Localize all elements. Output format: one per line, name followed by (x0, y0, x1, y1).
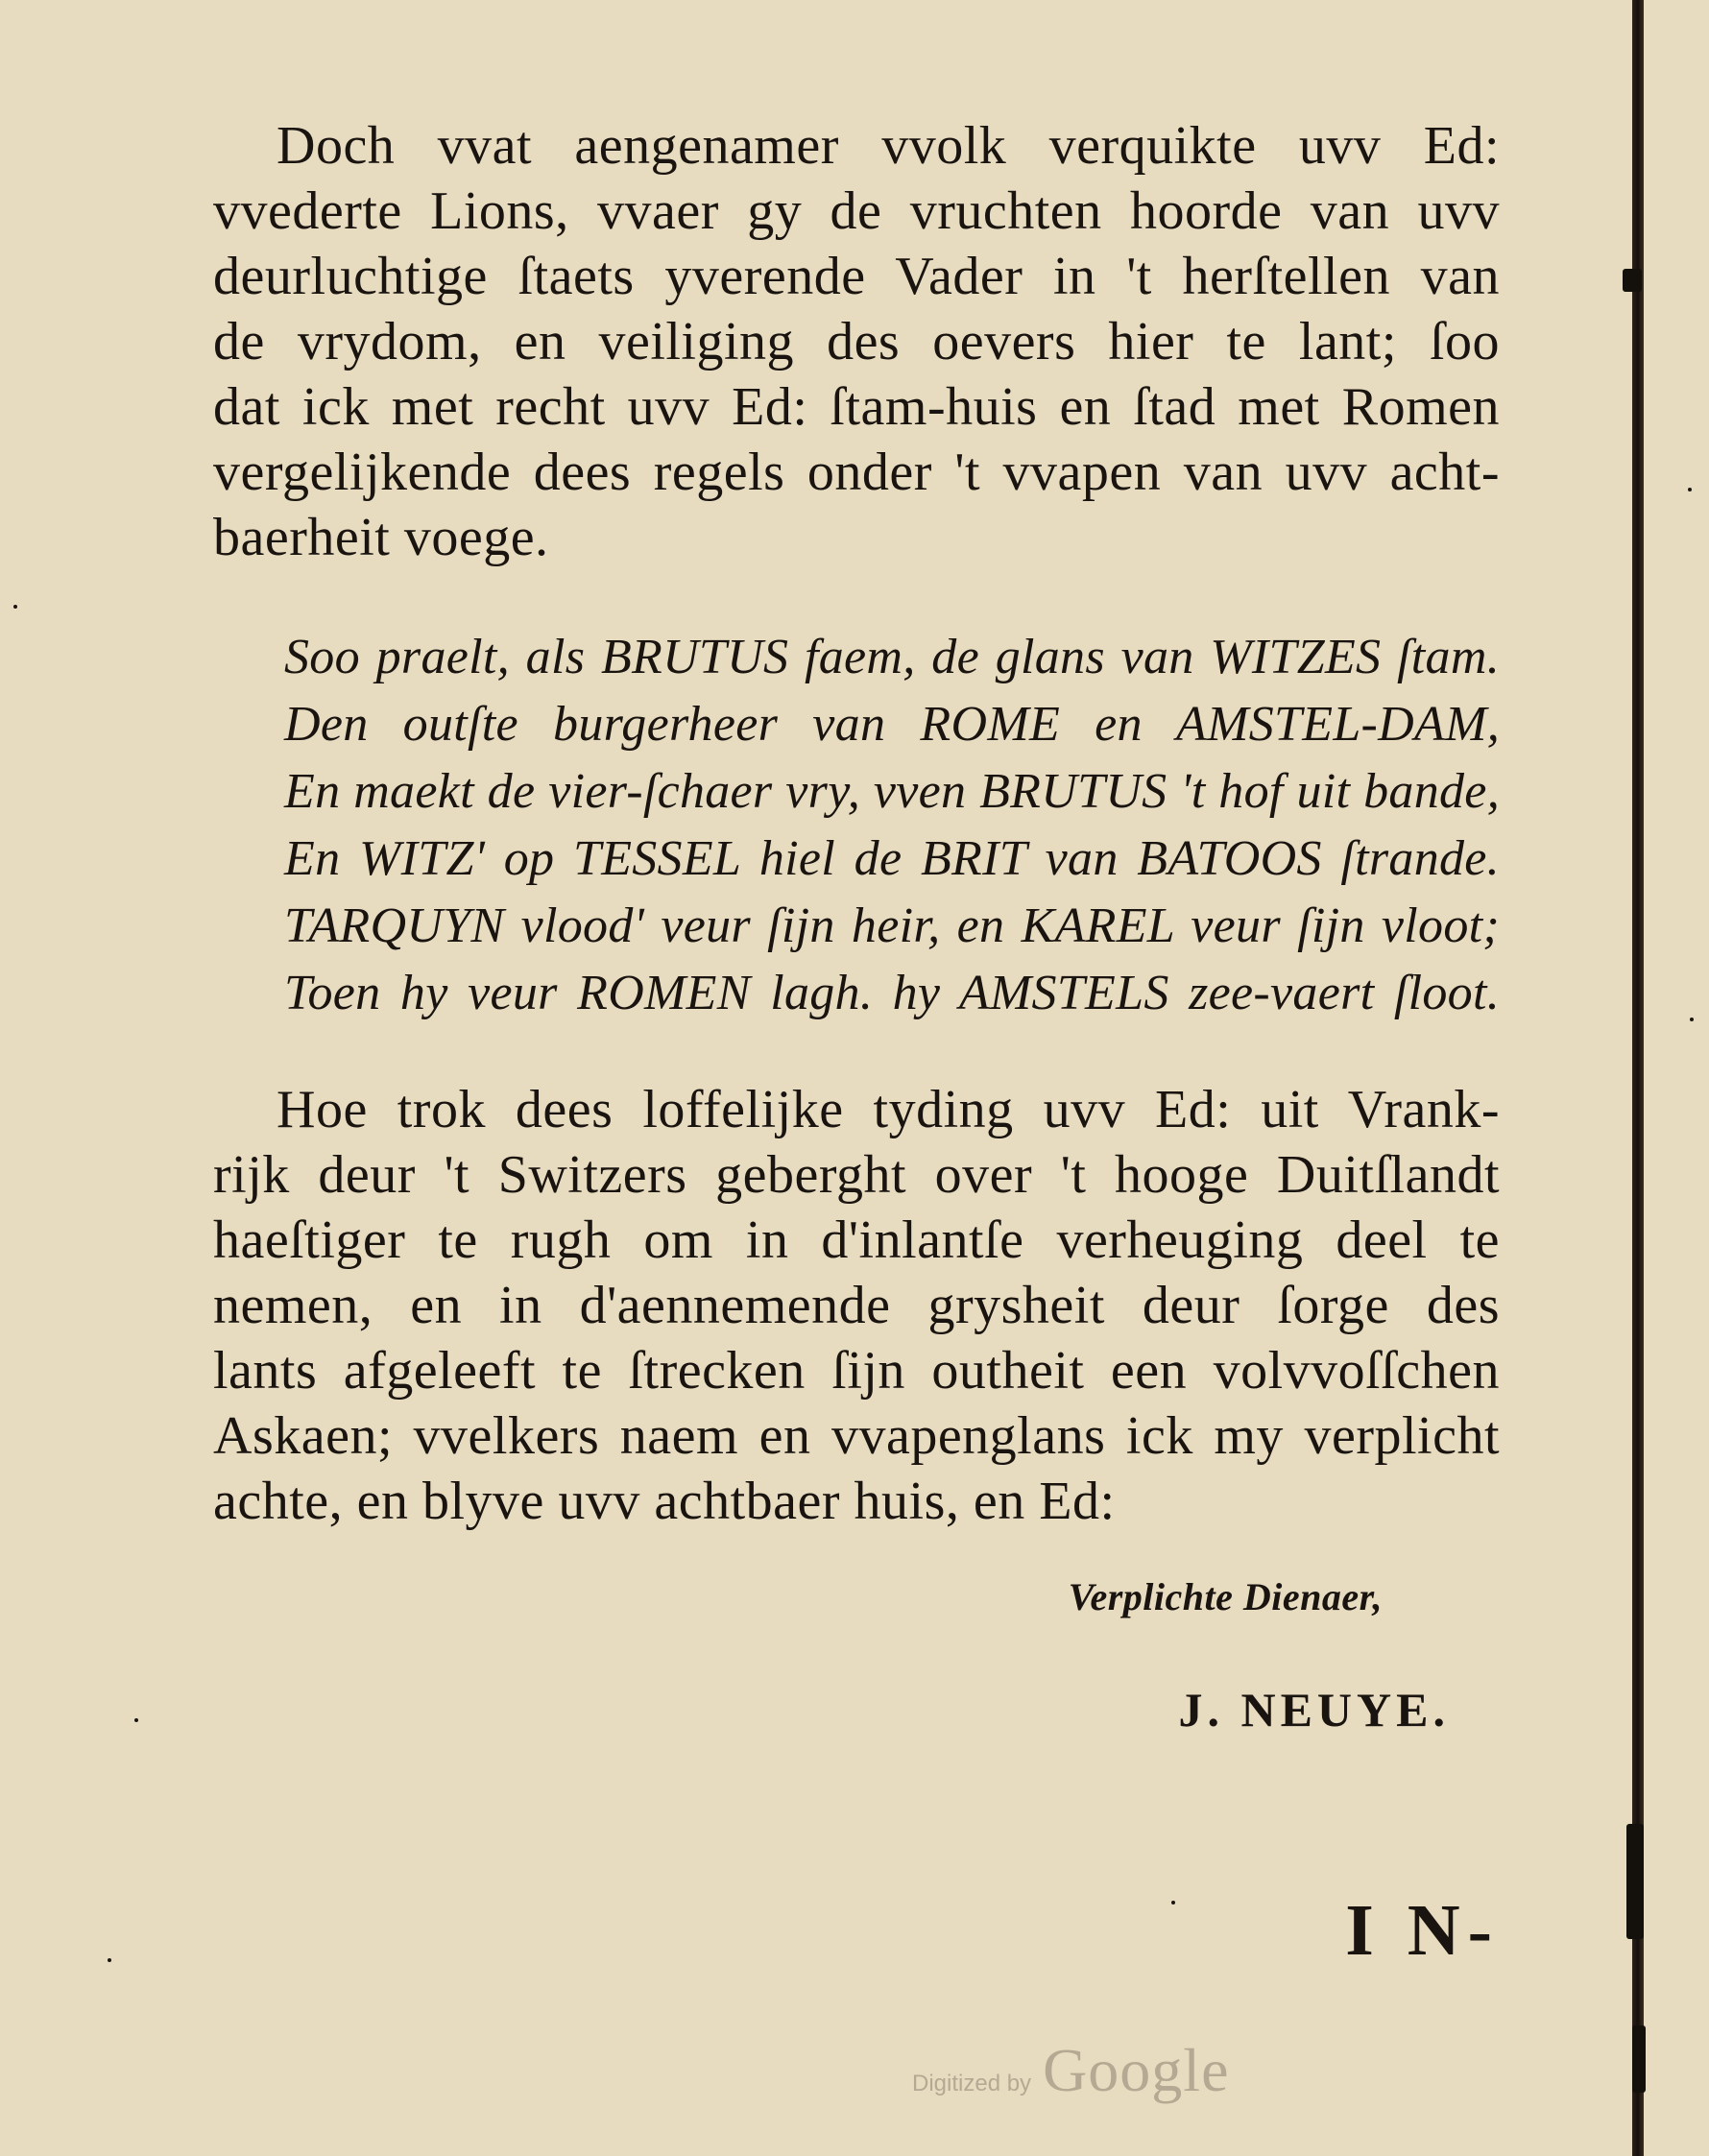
poem-line: En maekt de vier-ſchaer vry, vven BRUTUS 't hof uit bande, (284, 764, 1500, 819)
text-line: rijk deur 't Switzers geberght over 't hooge Duitſlandt (213, 1145, 1500, 1205)
text-line: dat ick met recht uvv Ed: ſtam-huis en ſtad met Romen (213, 377, 1500, 437)
ink-speck (108, 1958, 111, 1962)
binding-mark (1623, 269, 1642, 292)
ink-speck (1690, 1018, 1694, 1021)
text-line: de vrydom, en veiliging des oevers hier te lant; ſoo (213, 312, 1500, 371)
poem-line: Den outſte burgerheer van ROME en AMSTEL-DAM, (284, 697, 1500, 752)
digitized-watermark (912, 2035, 1229, 2106)
google-logo: Google (1043, 2036, 1230, 2104)
poem-line: En WITZ' op TESSEL hiel de BRIT van BATOOS ſtrande. (284, 831, 1500, 886)
ink-speck (1171, 1901, 1175, 1904)
ink-speck (13, 605, 17, 609)
text-line: Askaen; vvelkers naem en vvapenglans ick my verplicht (213, 1406, 1500, 1466)
poem (284, 624, 1500, 1027)
text-line: Hoe trok dees loffelijke tyding uvv Ed: uit Vrank- (277, 1080, 1500, 1139)
text-line: haeſtiger te rugh om in d'inlantſe verheuging deel te (213, 1210, 1500, 1270)
text-line: Doch vvat aengenamer vvolk verquikte uvv Ed: (277, 116, 1500, 176)
text-line: vergelijkende dees regels onder 't vvapen van uvv acht- (213, 443, 1500, 502)
ink-speck (1688, 488, 1692, 491)
text-line: deurluchtige ſtaets yverende Vader in 't herſtellen van (213, 247, 1500, 306)
poem-line: Soo praelt, als BRUTUS faem, de glans van WITZES ſtam. (284, 630, 1500, 684)
binding-mark (1632, 2025, 1646, 2093)
binding-mark (1626, 1824, 1644, 1939)
catchword: I N- (1345, 1890, 1500, 1971)
paragraph-1 (213, 113, 1500, 570)
watermark-prefix: Digitized by (912, 2071, 1032, 2096)
text-line: baerheit voege. (213, 508, 549, 567)
text-line: nemen, en in d'aennemende grysheit deur ſorge des (213, 1276, 1500, 1335)
poem-line: Toen hy veur ROMEN lagh. hy AMSTELS zee-vaert ſloot. (284, 966, 1500, 1020)
text-line: achte, en blyve uvv achtbaer huis, en Ed: (213, 1472, 1116, 1531)
text-line: lants afgeleeft te ſtrecken ſijn outheit een volvvoſſchen (213, 1341, 1500, 1401)
signature: J. NEUYE. (1178, 1683, 1450, 1737)
closing-salutation: Verplichte Dienaer, (1068, 1575, 1383, 1618)
paragraph-2 (213, 1077, 1500, 1534)
text-line: vvederte Lions, vvaer gy de vruchten hoorde van uvv (213, 181, 1500, 241)
ink-speck (134, 1718, 138, 1722)
poem-line: TARQUYN vlood' veur ſijn heir, en KAREL veur ſijn vloot; (284, 898, 1500, 953)
